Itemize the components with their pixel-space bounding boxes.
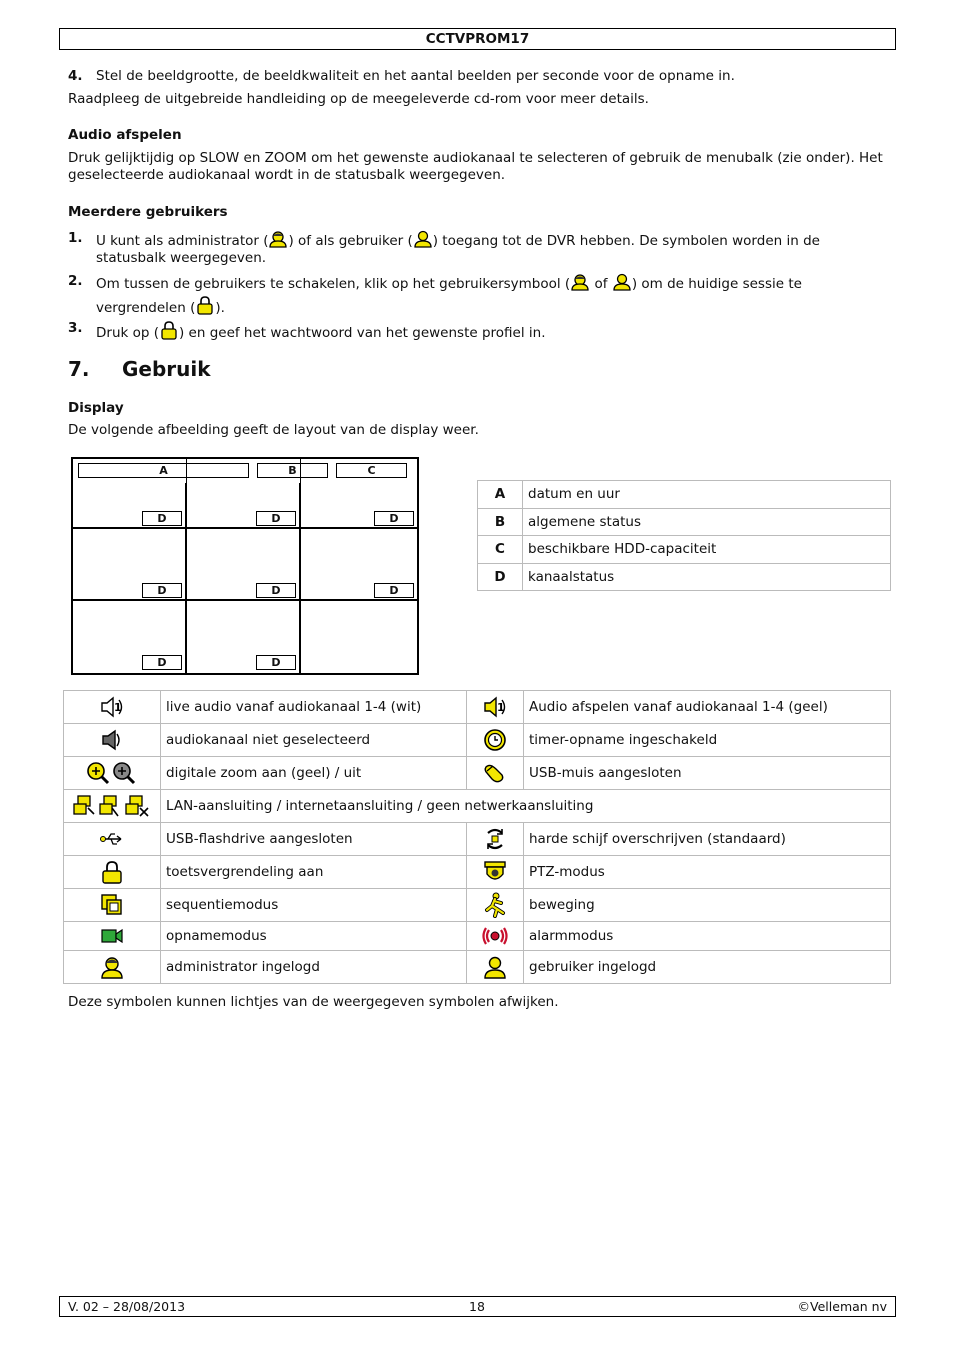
user-icon bbox=[467, 951, 524, 984]
channel-status-box: D bbox=[256, 655, 296, 670]
alarm-icon bbox=[467, 922, 524, 951]
grid-divider bbox=[185, 483, 187, 673]
display-legend-table bbox=[477, 480, 891, 591]
users-step-3: Druk op ( ) en geef het wachtwoord van het gewenste profiel in. bbox=[96, 320, 886, 342]
speaker-muted-icon bbox=[64, 724, 161, 757]
document-header bbox=[59, 28, 896, 50]
users-heading: Meerdere gebruikers bbox=[68, 204, 228, 220]
lock-icon bbox=[159, 320, 179, 340]
admin-icon bbox=[268, 230, 288, 248]
overwrite-icon bbox=[467, 823, 524, 856]
user-icon bbox=[612, 273, 632, 291]
display-heading: Display bbox=[68, 400, 124, 416]
document-title: CCTVPROM17 bbox=[425, 31, 530, 47]
top-label-c: C bbox=[336, 463, 407, 478]
display-text: De volgende afbeelding geeft de layout van de display weer. bbox=[68, 422, 479, 438]
disclaimer-text: Deze symbolen kunnen lichtjes van de weergegeven symbolen afwijken. bbox=[68, 994, 559, 1010]
channel-status-box: D bbox=[142, 583, 182, 598]
table-row: administrator ingelogd gebruiker ingelogd bbox=[64, 951, 891, 984]
users-step-1: U kunt als administrator ( ) of als gebruiker ( ) toegang tot de DVR hebben. De symbolen worden in de statusbalk weergegeven. bbox=[96, 230, 886, 267]
table-row: toetsvergrendeling aan PTZ-modus bbox=[64, 856, 891, 889]
live-audio-icon bbox=[64, 691, 161, 724]
footer-copyright: ©Velleman nv bbox=[797, 1299, 887, 1314]
section-number: 7. bbox=[68, 357, 90, 381]
lock-icon bbox=[195, 295, 215, 315]
timer-icon bbox=[467, 724, 524, 757]
table-row: USB-flashdrive aangesloten harde schijf overschrijven (standaard) bbox=[64, 823, 891, 856]
top-label-b: B bbox=[257, 463, 328, 478]
lock-icon bbox=[64, 856, 161, 889]
channel-status-box: D bbox=[374, 511, 414, 526]
channel-status-box: D bbox=[142, 655, 182, 670]
zoom-icon bbox=[64, 757, 161, 790]
step-text: Stel de beeldgrootte, de beeldkwaliteit en het aantal beelden per seconde voor de opname in. bbox=[96, 68, 735, 84]
ptz-icon bbox=[467, 856, 524, 889]
users-step-number: 1. bbox=[68, 230, 83, 246]
footer-version: V. 02 – 28/08/2013 bbox=[68, 1299, 186, 1314]
svg-text:1: 1 bbox=[114, 701, 122, 714]
users-step-2: Om tussen de gebruikers te schakelen, klik op het gebruikersymbool ( of ) om de huidige sessie te vergrendelen ( ). bbox=[96, 273, 886, 319]
status-symbols-table bbox=[63, 690, 891, 984]
user-icon bbox=[413, 230, 433, 248]
users-step-number: 2. bbox=[68, 273, 83, 289]
section-title: Gebruik bbox=[122, 357, 211, 381]
divider bbox=[186, 459, 187, 483]
mouse-icon bbox=[467, 757, 524, 790]
audio-text: Druk gelijktijdig op SLOW en ZOOM om het gewenste audiokanaal te selecteren of gebruik de menubalk (zie onder). Het geselecteerde audiokanaal wordt in de statusbalk weergegeven. bbox=[68, 150, 883, 183]
grid-divider bbox=[299, 483, 301, 673]
table-row: LAN-aansluiting / internetaansluiting / geen netwerkaansluiting bbox=[64, 790, 891, 823]
audio-playback-icon bbox=[467, 691, 524, 724]
table-row: A datum en uur bbox=[478, 481, 891, 509]
svg-text:1: 1 bbox=[497, 701, 505, 714]
table-row: D kanaalstatus bbox=[478, 563, 891, 591]
record-icon bbox=[64, 922, 161, 951]
audio-heading: Audio afspelen bbox=[68, 127, 182, 143]
divider bbox=[300, 459, 301, 483]
sequence-icon bbox=[64, 889, 161, 922]
motion-icon bbox=[467, 889, 524, 922]
channel-status-box: D bbox=[256, 511, 296, 526]
channel-status-box: D bbox=[142, 511, 182, 526]
users-step-number: 3. bbox=[68, 320, 83, 336]
channel-status-box: D bbox=[374, 583, 414, 598]
network-icon bbox=[64, 790, 161, 823]
table-row: opnamemodus alarmmodus bbox=[64, 922, 891, 951]
admin-icon bbox=[570, 273, 590, 291]
footer-page-number: 18 bbox=[469, 1299, 485, 1314]
grid-divider bbox=[73, 599, 417, 601]
table-row: audiokanaal niet geselecteerd timer-opname ingeschakeld bbox=[64, 724, 891, 757]
table-row: sequentiemodus beweging bbox=[64, 889, 891, 922]
step-number: 4. bbox=[68, 68, 83, 84]
table-row: B algemene status bbox=[478, 508, 891, 536]
table-row: digitale zoom aan (geel) / uit USB-muis aangesloten bbox=[64, 757, 891, 790]
display-layout-diagram bbox=[71, 457, 419, 675]
admin-icon bbox=[64, 951, 161, 984]
document-footer bbox=[59, 1296, 896, 1317]
usb-icon bbox=[64, 823, 161, 856]
table-row: C beschikbare HDD-capaciteit bbox=[478, 536, 891, 564]
channel-status-box: D bbox=[256, 583, 296, 598]
grid-divider bbox=[73, 527, 417, 529]
top-label-a: A bbox=[78, 463, 249, 478]
table-row: 1 live audio vanaf audiokanaal 1-4 (wit) 1 Audio afspelen vanaf audiokanaal 1-4 (geel) bbox=[64, 691, 891, 724]
manual-note: Raadpleeg de uitgebreide handleiding op de meegeleverde cd-rom voor meer details. bbox=[68, 91, 649, 107]
